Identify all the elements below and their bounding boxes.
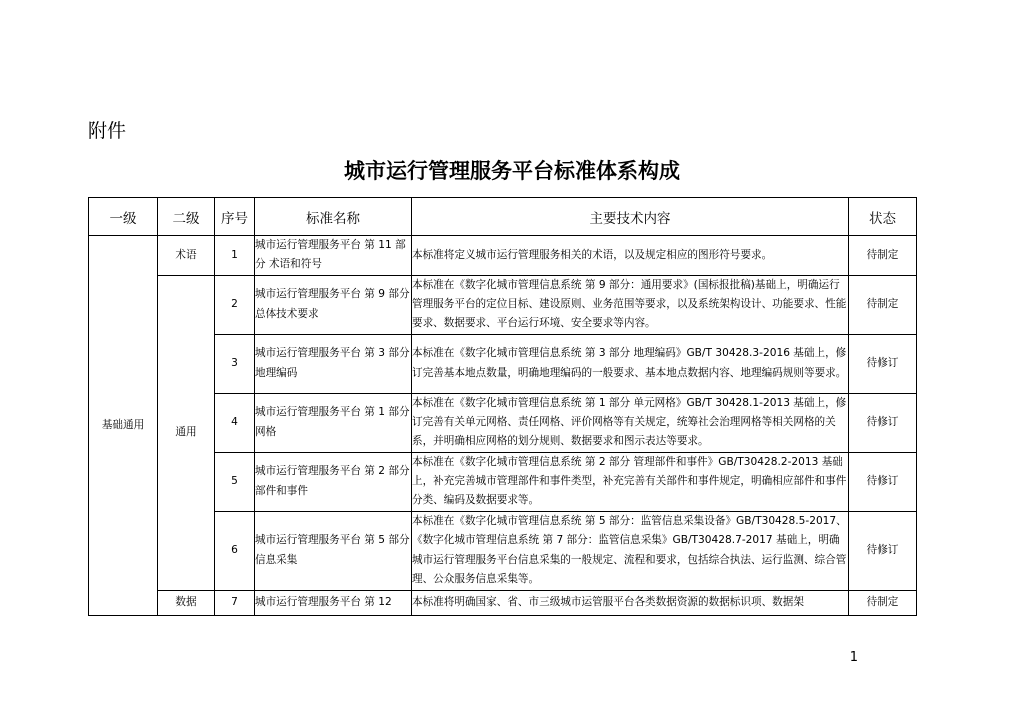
standard-name: 城市运行管理服务平台 第 11 部分 术语和符号 bbox=[255, 236, 412, 276]
status-cell: 待修订 bbox=[849, 334, 917, 393]
main-content: 本标准在《数字化城市管理信息系统 第 1 部分 单元网格》GB/T 30428.1-2013 基础上，修订完善有关单元网格、责任网格、评价网格等有关规定，统筹社会治理网格等相关网格的关系，并明确相应网格的划分规则、数据要求和图示表达等要求。 bbox=[412, 393, 849, 452]
row-number: 1 bbox=[215, 236, 255, 276]
standard-name: 城市运行管理服务平台 第 12 bbox=[255, 590, 412, 615]
document-title: 城市运行管理服务平台标准体系构成 bbox=[344, 159, 680, 183]
standard-name: 城市运行管理服务平台 第 2 部分 部件和事件 bbox=[255, 452, 412, 511]
standards-table bbox=[88, 197, 917, 616]
row-number: 4 bbox=[215, 393, 255, 452]
row-number: 7 bbox=[215, 590, 255, 615]
attachment-label: 附件 bbox=[88, 120, 127, 142]
level2-cell: 通用 bbox=[158, 275, 215, 590]
row-number: 3 bbox=[215, 334, 255, 393]
table-row bbox=[89, 275, 917, 334]
status-cell: 待修订 bbox=[849, 452, 917, 511]
level1-cell: 基础通用 bbox=[89, 236, 158, 616]
main-content: 本标准在《数字化城市管理信息系统 第 2 部分 管理部件和事件》GB/T30428.2-2013 基础上，补充完善城市管理部件和事件类型，补充完善有关部件和事件规定，明确相应部件和事件分类、编码及数据要求等。 bbox=[412, 452, 849, 511]
main-content: 本标准将明确国家、省、市三级城市运管服平台各类数据资源的数据标识项、数据架 bbox=[412, 590, 849, 615]
row-number: 6 bbox=[215, 511, 255, 590]
header-level2: 二级 bbox=[158, 198, 215, 236]
row-number: 2 bbox=[215, 275, 255, 334]
standard-name: 城市运行管理服务平台 第 3 部分 地理编码 bbox=[255, 334, 412, 393]
status-cell: 待制定 bbox=[849, 275, 917, 334]
header-number: 序号 bbox=[215, 198, 255, 236]
level2-cell: 术语 bbox=[158, 236, 215, 276]
standard-name: 城市运行管理服务平台 第 9 部分 总体技术要求 bbox=[255, 275, 412, 334]
status-cell: 待修订 bbox=[849, 393, 917, 452]
status-cell: 待修订 bbox=[849, 511, 917, 590]
standard-name: 城市运行管理服务平台 第 5 部分 信息采集 bbox=[255, 511, 412, 590]
header-standard-name: 标准名称 bbox=[255, 198, 412, 236]
header-main-content: 主要技术内容 bbox=[412, 198, 849, 236]
status-cell: 待制定 bbox=[849, 236, 917, 276]
status-cell: 待制定 bbox=[849, 590, 917, 615]
page-number: 1 bbox=[849, 650, 858, 665]
row-number: 5 bbox=[215, 452, 255, 511]
main-content: 本标准将定义城市运行管理服务相关的术语，以及规定相应的图形符号要求。 bbox=[412, 236, 849, 276]
header-level1: 一级 bbox=[89, 198, 158, 236]
table-header-row bbox=[89, 198, 917, 236]
level2-cell: 数据 bbox=[158, 590, 215, 615]
table-row bbox=[89, 236, 917, 276]
table-row bbox=[89, 590, 917, 615]
main-content: 本标准在《数字化城市管理信息系统 第 9 部分：通用要求》(国标报批稿)基础上，明确运行管理服务平台的定位目标、建设原则、业务范围等要求，以及系统架构设计、功能要求、性能要求、数据要求、平台运行环境、安全要求等内容。 bbox=[412, 275, 849, 334]
main-content: 本标准在《数字化城市管理信息系统 第 5 部分：监管信息采集设备》GB/T30428.5-2017、《数字化城市管理信息系统 第 7 部分：监管信息采集》GB/T30428.7-2017 基础上，明确城市运行管理服务平台信息采集的一般规定、流程和要求，包括综合执法、运行监测、综合管理、公众服务信息采集等。 bbox=[412, 511, 849, 590]
main-content: 本标准在《数字化城市管理信息系统 第 3 部分 地理编码》GB/T 30428.3-2016 基础上，修订完善基本地点数量，明确地理编码的一般要求、基本地点数据内容、地理编码规则等要求。 bbox=[412, 334, 849, 393]
standard-name: 城市运行管理服务平台 第 1 部分 网格 bbox=[255, 393, 412, 452]
header-status: 状态 bbox=[849, 198, 917, 236]
